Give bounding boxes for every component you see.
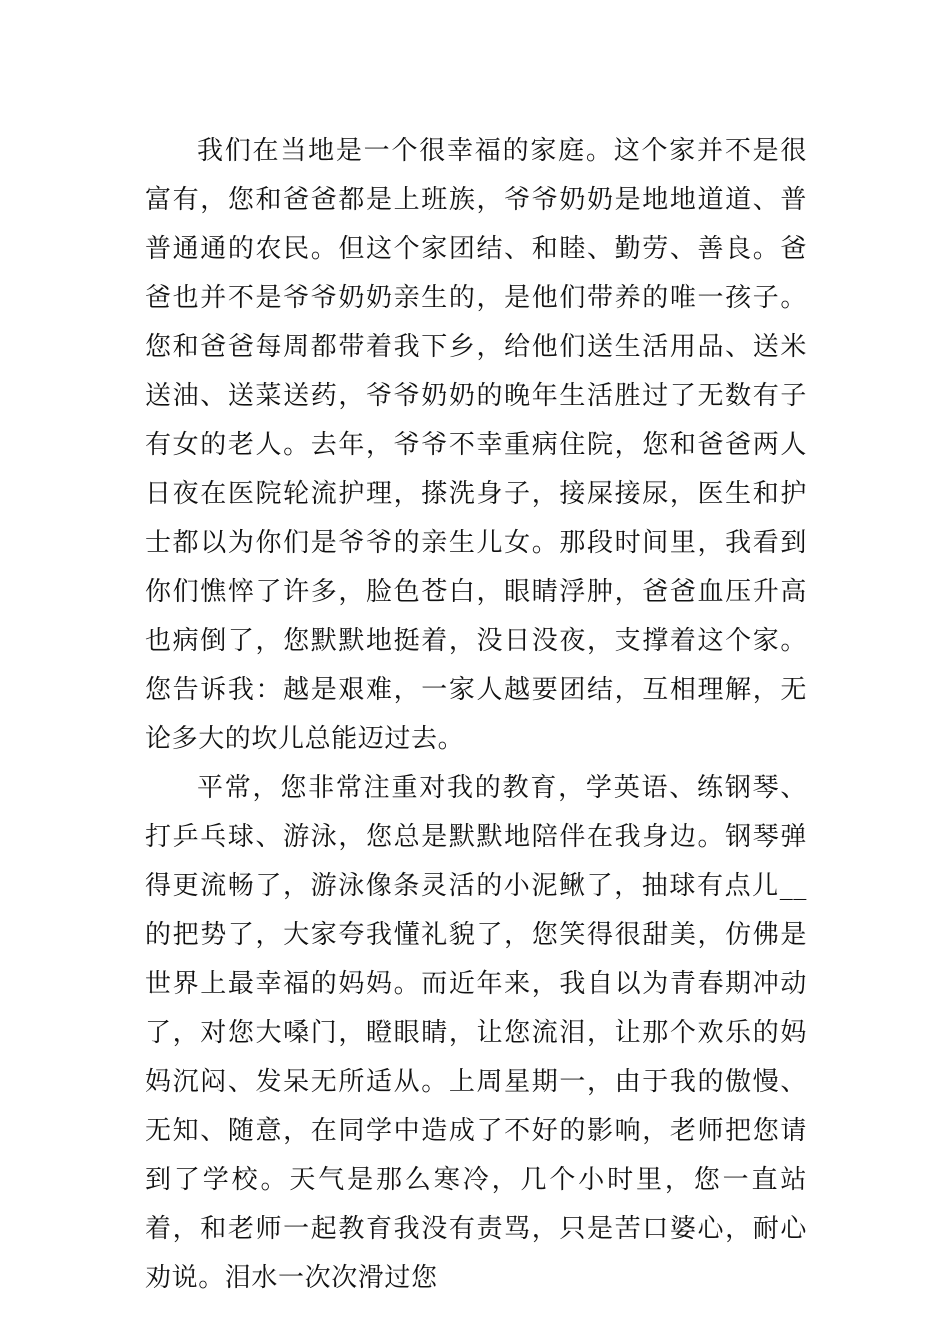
paragraph-family: 我们在当地是一个很幸福的家庭。这个家并不是很富有，您和爸爸都是上班族，爷爷奶奶是地地道道、普普通通的农民。但这个家团结、和睦、勤劳、善良。爸爸也并不是爷爷奶奶亲生的，是他们带养的唯一孩子。您和爸爸每周都带着我下乡，给他们送生活用品、送米送油、送菜送药，爷爷奶奶的晚年生活胜过了无数有子有女的老人。去年，爷爷不幸重病住院，您和爸爸两人日夜在医院轮流护理，搽洗身子，接屎接尿，医生和护士都以为你们是爷爷的亲生儿女。那段时间里，我看到你们憔悴了许多，脸色苍白，眼睛浮肿，爸爸血压升高也病倒了，您默默地挺着，没日没夜，支撑着这个家。您告诉我：越是艰难，一家人越要团结，互相理解，无论多大的坎儿总能迈过去。 [145, 136, 807, 754]
paragraph-education: 平常，您非常注重对我的教育，学英语、练钢琴、打乒乓球、游泳，您总是默默地陪伴在我身边。钢琴弹得更流畅了，游泳像条灵活的小泥鳅了，抽球有点儿__的把势了，大家夸我懂礼貌了，您笑得很甜美，仿佛是世界上最幸福的妈妈。而近年来，我自以为青春期冲动了，对您大嗓门，瞪眼睛，让您流泪，让那个欢乐的妈妈沉闷、发呆无所适从。上周星期一，由于我的傲慢、无知、随意，在同学中造成了不好的影响，老师把您请到了学校。天气是那么寒冷，几个小时里，您一直站着，和老师一起教育我没有责骂，只是苦口婆心，耐心劝说。泪水一次次滑过您 [145, 773, 807, 1293]
document-body [145, 127, 807, 1303]
